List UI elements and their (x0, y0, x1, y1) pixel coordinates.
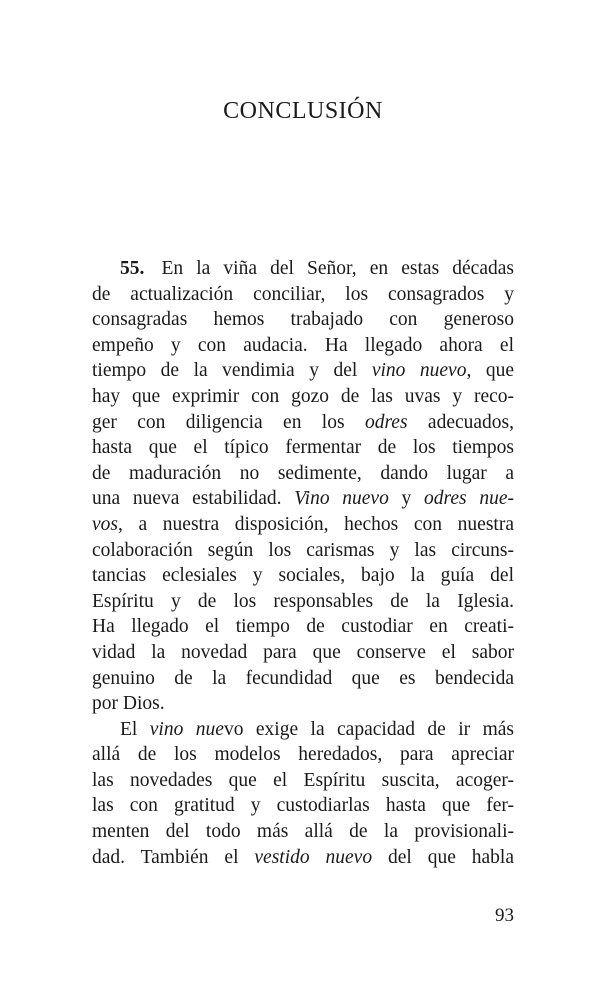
text-line (92, 845, 514, 871)
text-run: empeño y con audacia. Ha llegado ahora el (92, 334, 514, 356)
text-run: vidad la novedad para que conserve el sabor (92, 641, 514, 663)
text-run: tiempo de la vendimia y del (92, 360, 372, 382)
text-run: hasta que el típico fermentar de los tiempos (92, 437, 514, 459)
text-line (92, 717, 514, 743)
text-line (92, 640, 514, 666)
text-run: de maduración no sedimente, dando lugar a (92, 462, 514, 484)
text-run: las novedades que el Espíritu suscita, acoger- (92, 769, 514, 791)
text-line (92, 486, 514, 512)
text-run: allá de los modelos heredados, para apreciar (92, 744, 514, 766)
italic-text: odres (364, 411, 408, 433)
text-run: vo exige la capacidad de ir más (223, 718, 514, 740)
paragraph (92, 717, 514, 871)
text-run: Espíritu y de los responsables de la Iglesia. (92, 590, 514, 612)
text-line (92, 589, 514, 615)
italic-text: odres nue- (424, 488, 514, 510)
text-run: por Dios. (92, 693, 165, 715)
paragraph (92, 256, 514, 717)
text-run: dad. También el (92, 846, 255, 868)
italic-text: vestido nuevo (254, 846, 373, 868)
text-line (92, 333, 514, 359)
italic-text: Vino nuevo (294, 488, 389, 510)
text-line (92, 563, 514, 589)
text-line (92, 256, 514, 282)
text-run: hay que exprimir con gozo de las uvas y reco- (92, 385, 514, 407)
text-line (92, 793, 514, 819)
text-line (92, 384, 514, 410)
text-run: , que (466, 360, 514, 382)
text-run: menten del todo más allá de la provisionali- (92, 821, 514, 843)
text-run: , a nuestra disposición, hechos con nuestra (118, 513, 514, 535)
text-run: una nueva estabilidad. (92, 488, 295, 510)
text-run: colaboración según los carismas y las circuns- (92, 539, 514, 561)
text-run: de actualización conciliar, los consagrados y (92, 283, 514, 305)
text-run: En la viña del Señor, en estas décadas (161, 258, 514, 279)
text-line (92, 614, 514, 640)
page-number: 93 (495, 905, 514, 926)
text-line (92, 358, 514, 384)
text-line (92, 691, 514, 717)
body-text (92, 256, 514, 870)
text-run: genuino de la fecundidad que es bendecida (92, 667, 514, 689)
text-run: adecuados, (407, 411, 514, 433)
text-line (92, 666, 514, 692)
text-line (92, 819, 514, 845)
text-line (92, 435, 514, 461)
paragraph-number: 55. (120, 258, 145, 279)
text-line (92, 461, 514, 487)
text-run: ger con diligencia en los (92, 411, 365, 433)
text-run: y (388, 488, 425, 510)
text-run: tancias eclesiales y sociales, bajo la guía del (92, 565, 514, 587)
text-line (92, 512, 514, 538)
text-run: Ha llegado el tiempo de custodiar en creati- (92, 616, 514, 638)
italic-text: vino nue (149, 718, 224, 740)
text-run: consagradas hemos trabajado con generoso (92, 309, 514, 331)
text-line (92, 307, 514, 333)
text-line (92, 538, 514, 564)
text-line (92, 768, 514, 794)
text-line (92, 410, 514, 436)
text-run: del que habla (372, 846, 514, 868)
text-line (92, 742, 514, 768)
italic-text: vos (92, 513, 118, 535)
text-line (92, 282, 514, 308)
chapter-heading: CONCLUSIÓN (223, 98, 383, 124)
text-run: El (120, 718, 150, 740)
italic-text: vino nuevo (371, 360, 467, 382)
text-run: las con gratitud y custodiarlas hasta que fer- (92, 795, 514, 817)
